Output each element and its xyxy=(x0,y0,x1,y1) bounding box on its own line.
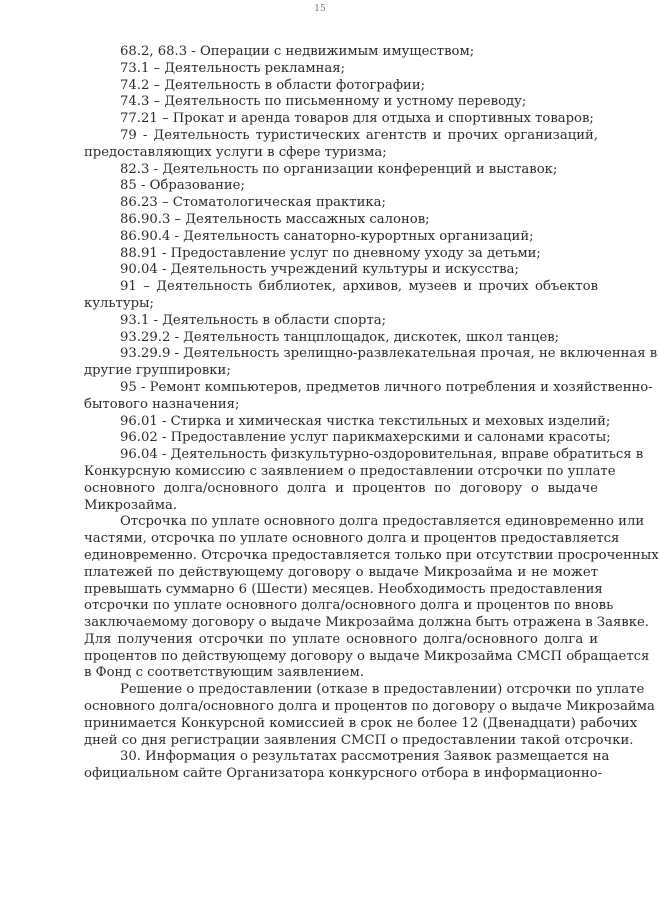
text-line: культуры; xyxy=(84,295,154,311)
text-line: Конкурсную комиссию с заявлением о предоставлении отсрочки по уплате xyxy=(84,463,616,479)
text-line: официальном сайте Организатора конкурсного отбора в информационно- xyxy=(84,766,603,782)
text-line: 86.90.3 – Деятельность массажных салонов; xyxy=(120,211,430,227)
text-line: 91 – Деятельность библиотек, архивов, музеев и прочих объектов xyxy=(120,279,598,295)
text-line: 68.2, 68.3 - Операции с недвижимым имуществом; xyxy=(120,44,475,59)
text-line: бытового назначения; xyxy=(84,396,240,412)
text-line: 73.1 – Деятельность рекламная; xyxy=(120,60,346,76)
page-number: 15 xyxy=(314,4,326,14)
text-line: в Фонд с соответствующим заявлением. xyxy=(84,665,364,681)
text-line: предоставляющих услуги в сфере туризма; xyxy=(84,144,387,160)
text-line: 85 - Образование; xyxy=(120,178,245,194)
text-line: основного долга/основного долга и процентов по договору о выдаче xyxy=(84,480,598,496)
text-line: 86.90.4 - Деятельность санаторно-курортных организаций; xyxy=(120,228,534,244)
text-line: 93.29.9 - Деятельность зрелищно-развлекательная прочая, не включенная в xyxy=(120,346,658,362)
text-line: 82.3 - Деятельность по организации конференций и выставок; xyxy=(120,161,558,177)
text-line: 96.04 - Деятельность физкультурно-оздоровительная, вправе обратиться в xyxy=(120,447,644,463)
text-line: процентов по действующему договору о выдаче Микрозайма СМСП обращается xyxy=(84,648,650,664)
text-line: 96.02 - Предоставление услуг парикмахерскими и салонами красоты; xyxy=(120,430,611,446)
text-line: превышать суммарно 6 (Шести) месяцев. Необходимость предоставления xyxy=(84,581,603,597)
text-line: принимается Конкурсной комиссией в срок не более 12 (Двенадцати) рабочих xyxy=(84,715,638,731)
text-line: единовременно. Отсрочка предоставляется только при отсутствии просроченных xyxy=(84,547,659,563)
text-line: 90.04 - Деятельность учреждений культуры и искусства; xyxy=(120,262,519,278)
text-line: 93.29.2 - Деятельность танцплощадок, дискотек, школ танцев; xyxy=(120,329,560,345)
text-line: 96.01 - Стирка и химическая чистка текстильных и меховых изделий; xyxy=(120,413,611,429)
text-line: отсрочки по уплате основного долга/основного долга и процентов по вновь xyxy=(84,598,614,614)
text-line: дней со дня регистрации заявления СМСП о предоставлении такой отсрочки. xyxy=(84,732,634,748)
text-line: 86.23 – Стоматологическая практика; xyxy=(120,195,386,211)
text-line: 93.1 - Деятельность в области спорта; xyxy=(120,312,387,328)
text-line: 79 - Деятельность туристических агентств и прочих организаций, xyxy=(120,127,598,143)
text-line: 30. Информация о результатах рассмотрения Заявок размещается на xyxy=(120,749,610,765)
text-line: основного долга/основного долга и процентов по договору о выдаче Микрозайма xyxy=(84,699,655,715)
text-line: 74.3 – Деятельность по письменному и устному переводу; xyxy=(120,94,527,110)
text-line: 77.21 – Прокат и аренда товаров для отдыха и спортивных товаров; xyxy=(120,111,594,127)
text-line: платежей по действующему договору о выдаче Микрозайма и не может xyxy=(84,564,598,580)
text-line: 88.91 - Предоставление услуг по дневному уходу за детьми; xyxy=(120,245,541,261)
text-line: Решение о предоставлении (отказе в предоставлении) отсрочки по уплате xyxy=(120,682,645,698)
text-line: другие группировки; xyxy=(84,363,231,379)
document-body xyxy=(84,44,659,783)
text-line: 74.2 – Деятельность в области фотографии; xyxy=(120,77,426,93)
text-line: Отсрочка по уплате основного долга предоставляется единовременно или xyxy=(120,514,645,530)
text-line: 95 - Ремонт компьютеров, предметов личного потребления и хозяйственно- xyxy=(120,379,653,395)
text-line: Для получения отсрочки по уплате основного долга/основного долга и xyxy=(84,631,598,647)
text-line: заключаемому договору о выдаче Микрозайма должна быть отражена в Заявке. xyxy=(84,615,649,631)
text-line: частями, отсрочка по уплате основного долга и процентов предоставляется xyxy=(84,531,620,547)
text-line: Микрозайма. xyxy=(84,497,178,513)
